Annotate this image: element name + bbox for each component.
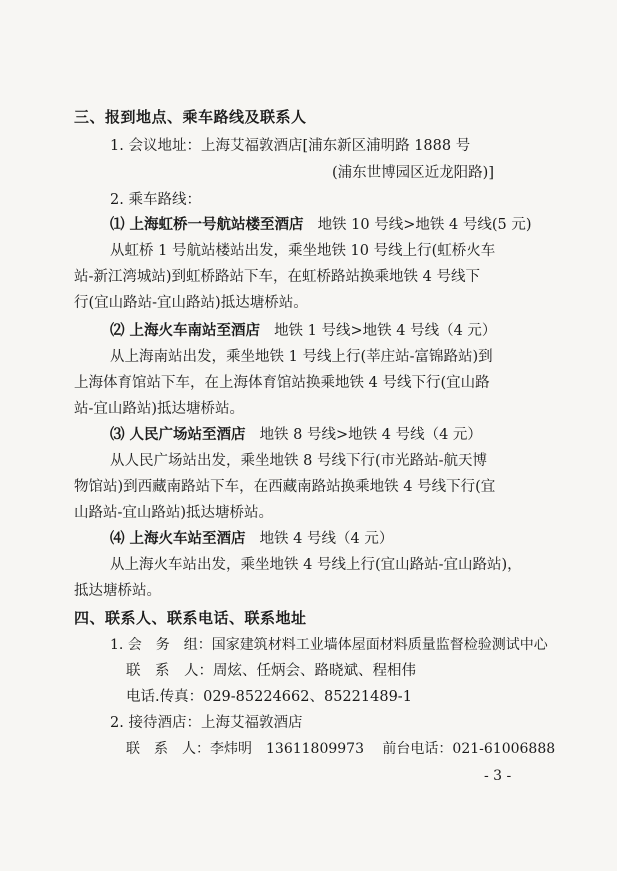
route-4-detail: 地铁 4 号线（4 元） — [259, 531, 394, 547]
route-3-title: ⑶ 人民广场站至酒店 — [110, 426, 246, 443]
page-number: - 3 - — [484, 768, 512, 784]
route-2-detail: 地铁 1 号线>地铁 4 号线（4 元） — [274, 323, 497, 339]
contacts-line-1: 联 系 人：周炫、任炳会、路晓斌、程相伟 — [126, 663, 416, 679]
route-2-line-3: 站-宜山路站)抵达塘桥站。 — [74, 401, 245, 417]
secretariat-line: 1. 会 务 组：国家建筑材料工业墙体屋面材料质量监督检验测试中心 — [110, 637, 548, 653]
route-1-detail: 地铁 10 号线>地铁 4 号线(5 元) — [317, 217, 532, 233]
route-1-line-2: 站-新江湾城站)到虹桥路站下车，在虹桥路站换乘地铁 4 号线下 — [74, 269, 480, 285]
route-3-line-2: 物馆站)到西藏南路站下车，在西藏南路站换乘地铁 4 号线下行(宜 — [74, 479, 496, 495]
route-1-line-3: 行(宜山路站-宜山路站)抵达塘桥站。 — [74, 295, 308, 311]
route-1-title: ⑴ 上海虹桥一号航站楼至酒店 — [110, 216, 304, 233]
route-4-title: ⑷ 上海火车站至酒店 — [110, 530, 246, 547]
route-2-line-2: 上海体育馆站下车，在上海体育馆站换乘地铁 4 号线下行(宜山路 — [74, 375, 490, 391]
route-3-line-1: 从人民广场站出发，乘坐地铁 8 号线下行(市光路站-航天博 — [110, 453, 487, 469]
meeting-address-line-1: 1. 会议地址：上海艾福敦酒店[浦东新区浦明路 1888 号 — [110, 138, 471, 154]
route-1-header — [110, 215, 531, 235]
route-2-header — [110, 321, 496, 341]
hotel-line: 2. 接待酒店：上海艾福敦酒店 — [110, 715, 303, 731]
route-4-line-2: 抵达塘桥站。 — [74, 583, 161, 599]
route-2-title: ⑵ 上海火车南站至酒店 — [110, 322, 261, 339]
route-label: 2. 乘车路线： — [110, 192, 201, 208]
meeting-address-line-2: (浦东世博园区近龙阳路)] — [332, 165, 494, 181]
route-1-line-1: 从虹桥 1 号航站楼站出发，乘坐地铁 10 号线上行(虹桥火车 — [110, 243, 496, 259]
phone-fax-line: 电话.传真：029-85224662、85221489-1 — [126, 689, 412, 705]
section-3-heading: 三、报到地点、乘车路线及联系人 — [74, 108, 307, 126]
route-4-header — [110, 529, 393, 549]
route-3-line-3: 山路站-宜山路站)抵达塘桥站。 — [74, 505, 274, 521]
route-2-line-1: 从上海南站出发，乘坐地铁 1 号线上行(莘庄站-富锦路站)到 — [110, 349, 493, 365]
contacts-line-2: 联 系 人：李炜明 13611809973 前台电话：021-61006888 — [126, 741, 556, 757]
route-3-detail: 地铁 8 号线>地铁 4 号线（4 元） — [259, 427, 482, 443]
route-3-header — [110, 425, 482, 445]
route-4-line-1: 从上海火车站出发，乘坐地铁 4 号线上行(宜山路站-宜山路站)， — [110, 557, 522, 573]
section-4-heading: 四、联系人、联系电话、联系地址 — [74, 609, 307, 627]
